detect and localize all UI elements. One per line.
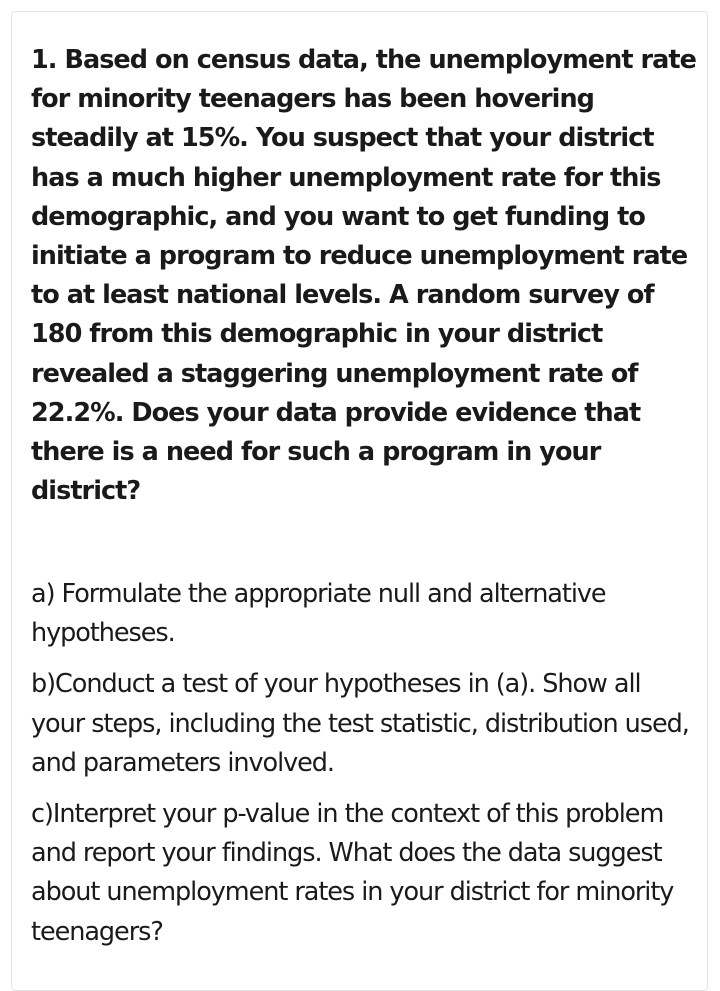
part-c: c)Interpret your p-value in the context of this problem and report your findings. What does the data suggest about unemployment rates in your district for minority teenagers? xyxy=(31,799,674,947)
question-text: 1. Based on census data, the unemployment rate for minority teenagers has been hovering steadily at 15%. You suspect that your district has a much higher unemployment rate for this demographic, and you want to get funding to initiate a program to reduce unemployment rate to at least national levels. A random survey of 180 from this demographic in your district revealed a staggering unemployment rate of 22.2%. Does your data provide evidence that there is a need for such a program in your district? xyxy=(31,45,696,507)
part-a: a) Formulate the appropriate null and alternative hypotheses. xyxy=(31,579,606,649)
part-b: b)Conduct a test of your hypotheses in (a). Show all your steps, including the test statistic, distribution used, and parameters involved. xyxy=(31,669,689,778)
question-parts xyxy=(31,575,691,964)
